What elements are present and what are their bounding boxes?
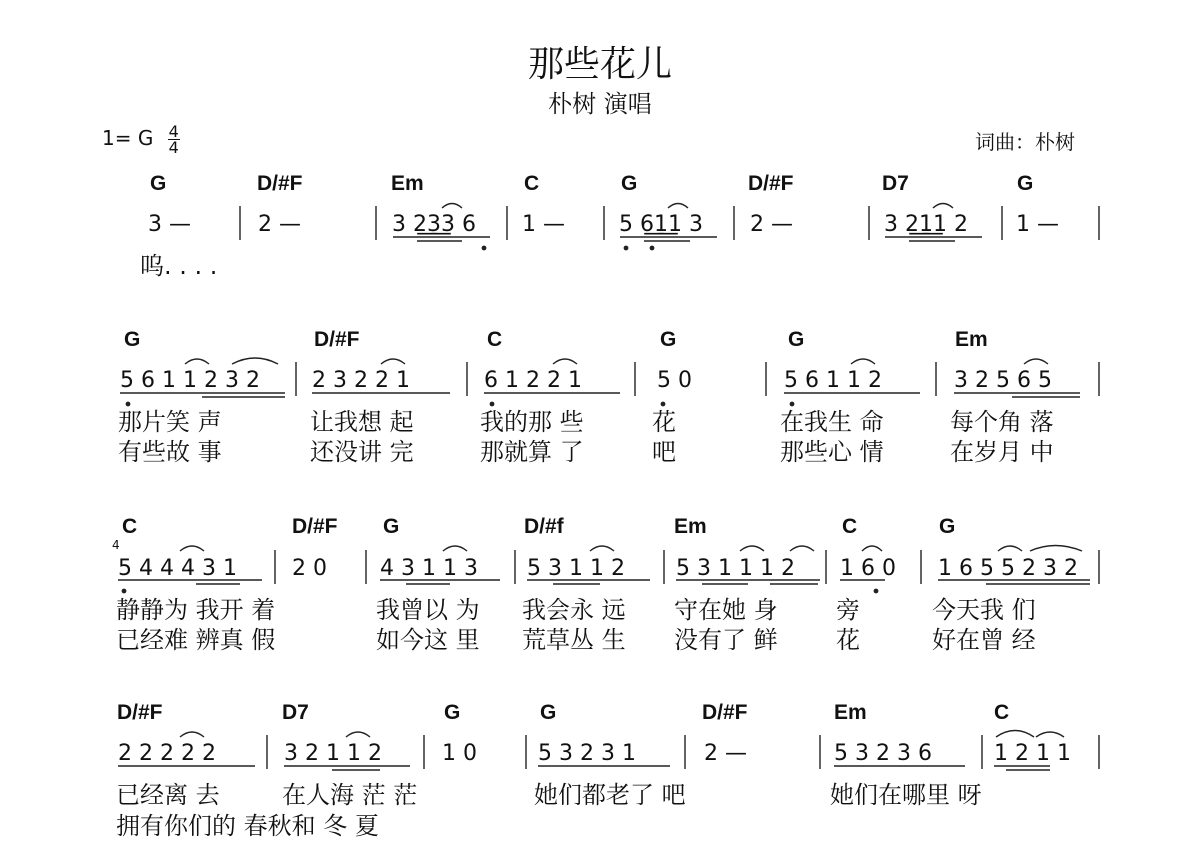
lyric: 花: [652, 408, 676, 436]
chord: C: [487, 328, 503, 351]
lyric: 花: [836, 626, 860, 654]
lyric: 今天我 们: [932, 596, 1036, 624]
measure: 3 2 5 6 5: [954, 368, 1052, 393]
measure: 1 —: [522, 212, 565, 237]
lyric: 那就算 了: [480, 438, 584, 466]
measure: 2 —: [704, 741, 747, 766]
lyric: 好在曾 经: [932, 626, 1036, 654]
measure: 2 3 2 2 1: [312, 368, 410, 393]
chord: G: [444, 701, 461, 724]
chord: D/#F: [702, 701, 748, 724]
measure: 2 0: [292, 556, 327, 581]
chord: D7: [282, 701, 309, 724]
lyric: 拥有你们的 春秋和 冬 夏: [116, 812, 379, 840]
key-label: 1= G: [102, 126, 154, 150]
lyric: 那片笑 声: [118, 408, 222, 436]
measure: 5 3 2 3 1: [538, 741, 636, 766]
lyric: 还没讲 完: [310, 438, 414, 466]
chord: Em: [391, 172, 424, 195]
lyric: 那些心 情: [780, 438, 884, 466]
measure: 5 0: [657, 368, 692, 393]
lyric: 旁: [836, 596, 860, 624]
measure: 1 0: [442, 741, 477, 766]
chord: D/#F: [748, 172, 794, 195]
chord: G: [660, 328, 677, 351]
time-bottom: 4: [168, 138, 179, 157]
measure: 3 2͟3͟3 6: [392, 212, 476, 237]
chord: D/#F: [257, 172, 303, 195]
measure: 3 2 1 1 2: [284, 741, 382, 766]
lyric: 已经离 去: [116, 781, 220, 809]
chord: D/#f: [524, 515, 564, 538]
chord: D/#F: [292, 515, 338, 538]
credit: 词曲：朴树: [975, 130, 1075, 154]
time-top: 4: [168, 122, 179, 141]
lyric: 在岁月 中: [950, 438, 1054, 466]
measure: 5 6 1 1 2 3 2: [120, 368, 260, 393]
lyric: 我的那 些: [480, 408, 584, 436]
measure: 2 2 2 2 2: [118, 741, 216, 766]
chord: G: [124, 328, 141, 351]
repeat-marker: 4: [112, 538, 120, 552]
measure: 5 3 1 1 1 2: [676, 556, 795, 581]
lyric: 每个角 落: [950, 408, 1054, 436]
measure: 6 1 2 2 1: [484, 368, 582, 393]
chord: Em: [955, 328, 988, 351]
lyric: 我曾以 为: [376, 596, 480, 624]
measure: 1 —: [1016, 212, 1059, 237]
chord: Em: [674, 515, 707, 538]
lyric: 她们在哪里 呀: [830, 781, 982, 809]
chord: G: [383, 515, 400, 538]
measure: 5 4 4 4 3 1: [118, 556, 237, 581]
lyric: 有些故 事: [118, 438, 222, 466]
chord: C: [524, 172, 540, 195]
measure: 1 6 5 5 2 3 2: [938, 556, 1078, 581]
measure: 3 —: [148, 212, 191, 237]
measure: 5 3 2 3 6: [834, 741, 932, 766]
lyric: 吧: [652, 438, 676, 466]
measure: 2 —: [258, 212, 301, 237]
measure: 1 6 0: [840, 556, 896, 581]
lyric: 让我想 起: [310, 408, 414, 436]
lyric: 我会永 远: [522, 596, 626, 624]
measure: 5 6 1 1 2: [784, 368, 882, 393]
chord: D/#F: [314, 328, 360, 351]
chord: G: [939, 515, 956, 538]
lyric: 在我生 命: [780, 408, 884, 436]
measure: 1 2 1 1: [994, 741, 1071, 766]
chord: C: [122, 515, 138, 538]
measure: 3 2͟1͟1 2: [884, 212, 968, 237]
lyric: 呜. . . .: [140, 252, 218, 280]
lyric: 荒草丛 生: [522, 626, 626, 654]
chord: C: [842, 515, 858, 538]
lyric: 没有了 鲜: [674, 626, 778, 654]
chord: G: [150, 172, 167, 195]
chord: D/#F: [117, 701, 163, 724]
lyric: 已经难 辨真 假: [116, 626, 276, 654]
measure: 5 6͟1͟1 3: [619, 212, 703, 237]
chord: G: [621, 172, 638, 195]
song-title: 那些花儿: [527, 44, 672, 85]
lyric: 守在她 身: [674, 596, 778, 624]
measure: 4 3 1 1 3: [380, 556, 478, 581]
lyric: 如今这 里: [376, 626, 480, 654]
chord: Em: [834, 701, 867, 724]
measure: 5 3 1 1 2: [527, 556, 625, 581]
lyric: 静静为 我开 着: [116, 596, 276, 624]
chord: G: [540, 701, 557, 724]
chord: G: [1017, 172, 1034, 195]
song-subtitle: 朴树 演唱: [548, 90, 652, 118]
measure: 2 —: [750, 212, 793, 237]
chord: G: [788, 328, 805, 351]
chord: C: [994, 701, 1010, 724]
chord: D7: [882, 172, 909, 195]
lyric: 在人海 茫 茫: [282, 781, 418, 809]
lyric: 她们都老了 吧: [534, 781, 686, 809]
